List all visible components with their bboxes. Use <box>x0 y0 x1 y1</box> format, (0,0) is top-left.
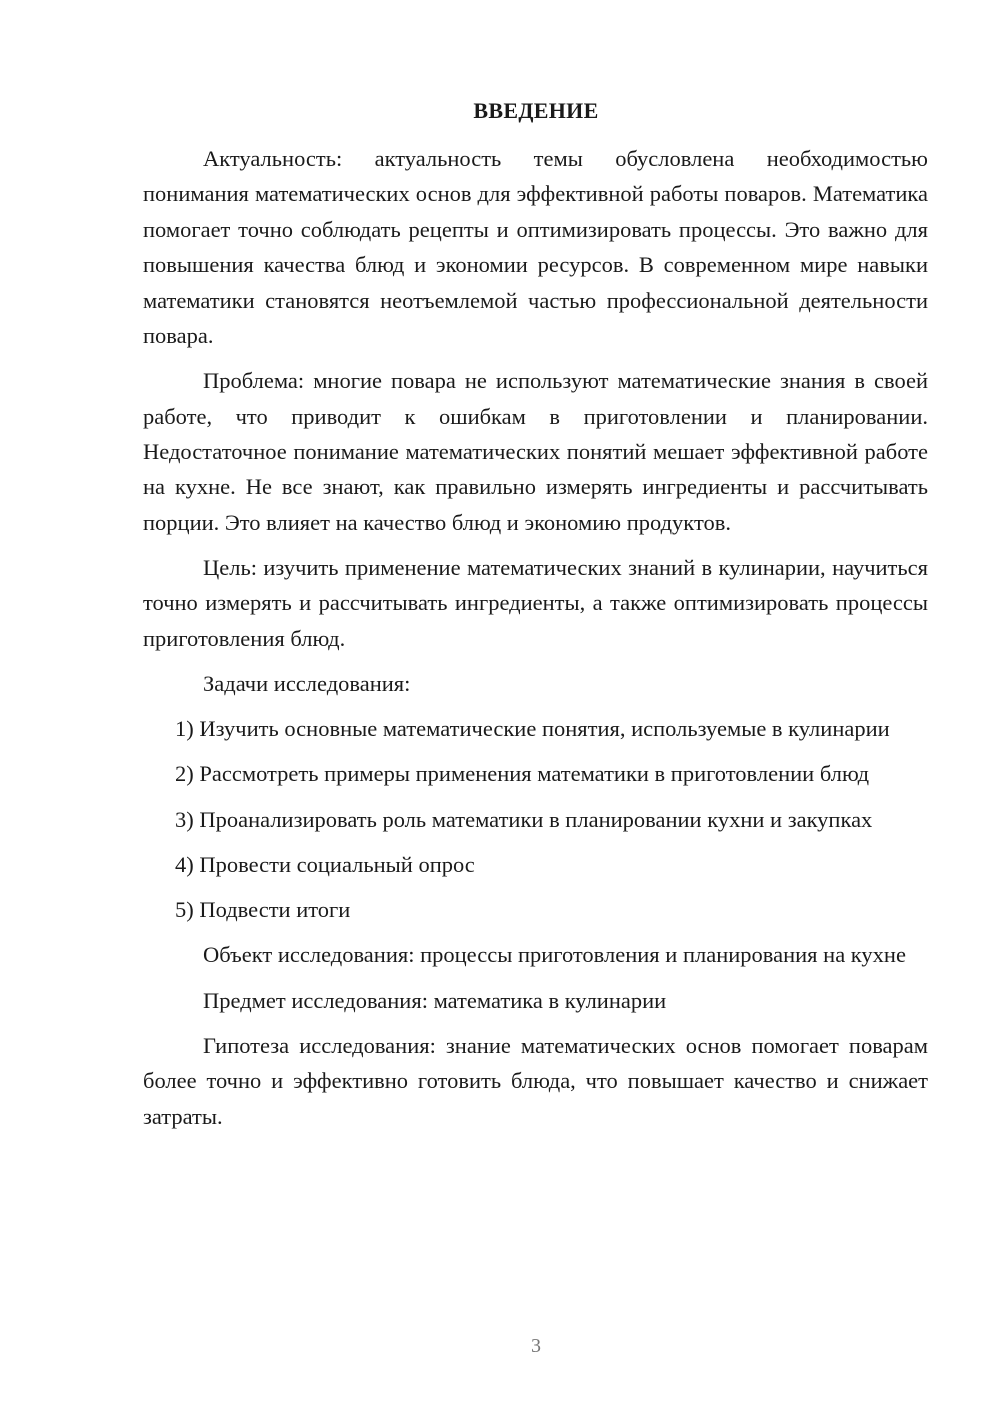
paragraph-tasks-heading: Задачи исследования: <box>203 671 411 697</box>
paragraph-problem: Проблема: многие повара не используют математические знания в своей работе, что приводит к ошибкам в приготовлении и планировании. Недостаточное понимание математических понятий мешает эффективной работе на кухне. Не все знают, как правильно измерять ингредиенты и рассчитывать порции. Это влияет на качество блюд и экономию продуктов. <box>143 368 928 535</box>
page-title: ВВЕДЕНИЕ <box>473 98 599 123</box>
task-item: 2) Рассмотреть примеры применения математики в приготовлении блюд <box>175 761 870 787</box>
task-item: 3) Проанализировать роль математики в планировании кухни и закупках <box>175 806 873 832</box>
body-text <box>143 141 928 1144</box>
paragraph-goal: Цель: изучить применение математических знаний в кулинарии, научиться точно измерять и рассчитывать ингредиенты, а также оптимизировать процессы приготовления блюд. <box>143 555 928 651</box>
task-item: 1) Изучить основные математические понятия, используемые в кулинарии <box>175 716 890 742</box>
paragraph-object: Объект исследования: процессы приготовления и планирования на кухне <box>203 942 906 968</box>
task-item: 4) Провести социальный опрос <box>175 851 475 877</box>
paragraph-relevance: Актуальность: актуальность темы обусловлена необходимостью понимания математических основ для эффективной работы поваров. Математика помогает точно соблюдать рецепты и оптимизировать процессы. Это важно для повышения качества блюд и экономии ресурсов. В современном мире навыки математики становятся неотъемлемой частью профессиональной деятельности повара. <box>143 146 928 349</box>
task-item: 5) Подвести итоги <box>175 897 351 923</box>
paragraph-hypothesis: Гипотеза исследования: знание математических основ помогает поварам более точно и эффективно готовить блюда, что повышает качество и снижает затраты. <box>143 1032 928 1129</box>
page-number: 3 <box>531 1335 541 1357</box>
paragraph-subject: Предмет исследования: математика в кулинарии <box>203 987 667 1013</box>
